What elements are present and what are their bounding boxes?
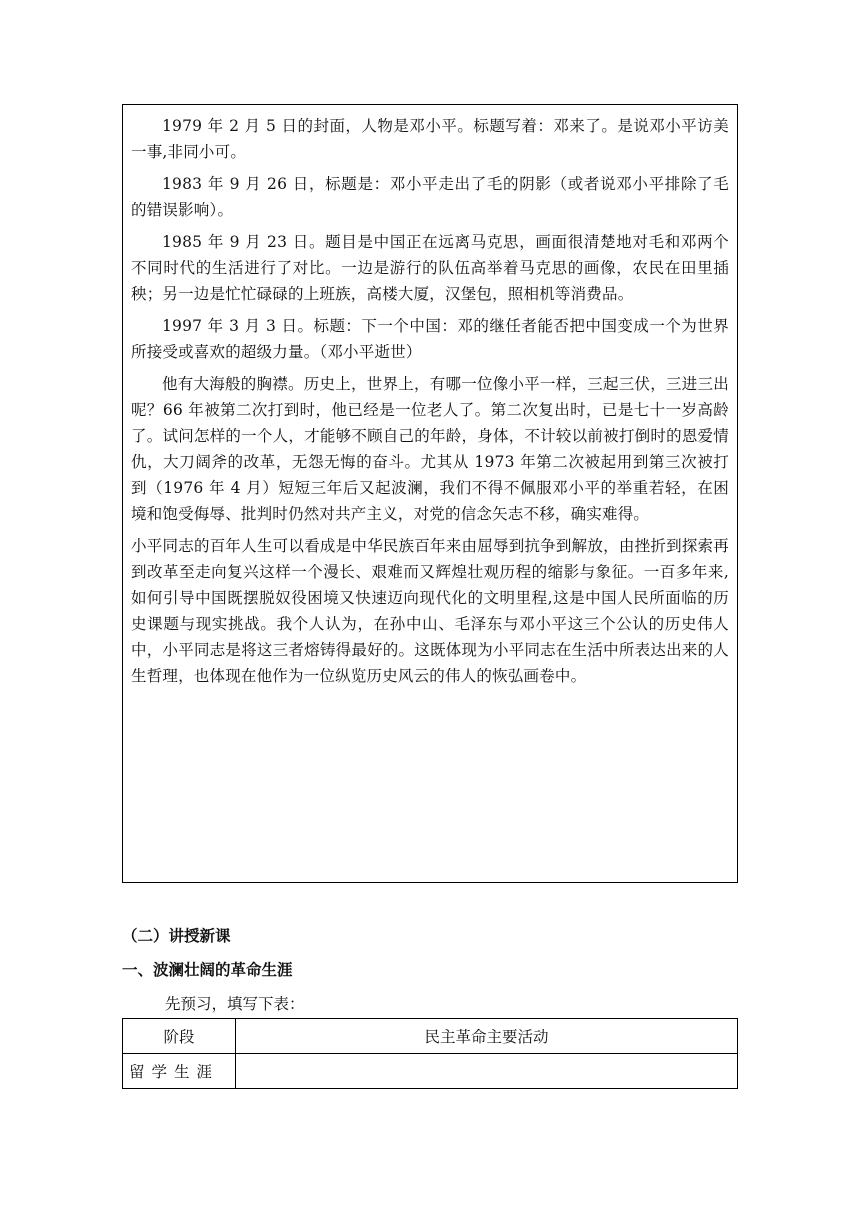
- paragraph-1983-cover: 1983 年 9 月 26 日，标题是：邓小平走出了毛的阴影（或者说邓小平排除了毛的错误影响）。: [131, 175, 729, 219]
- section-heading: （二）讲授新课: [122, 927, 231, 945]
- subsection-heading: 一、波澜壮阔的革命生涯: [122, 961, 293, 979]
- header-activities: 民主革命主要活动: [236, 1019, 738, 1054]
- intro-instruction: 先预习，填写下表：: [165, 995, 305, 1013]
- paragraph-1979-cover: 1979 年 2 月 5 日的封面，人物是邓小平。标题写着：邓来了。是说邓小平访美一事,非同小可。: [131, 117, 729, 161]
- paragraph-character: 他有大海般的胸襟。历史上，世界上，有哪一位像小平一样，三起三伏，三进三出呢？66 年被第二次打到时，他已经是一位老人了。第二次复出时，已是七十一岁高龄了。试问怎样的一个人，才能够不顾自己的年龄，身体，不计较以前被打倒时的恩爱情仇，大刀阔斧的改革，无怨无悔的奋斗。尤其从 1973 年第二次被起用到第三次被打到（1976 年 4 月）短短三年后又起波澜，我们不得不佩服邓小平的举重若轻，在困境和饱受侮辱、批判时仍然对共产主义，对党的信念矢志不移，确实难得。: [131, 375, 729, 523]
- paragraph-1985-cover: 1985 年 9 月 23 日。题目是中国正在远离马克思，画面很清楚地对毛和邓两个不同时代的生活进行了对比。一边是游行的队伍高举着马克思的画像，农民在田里插秧；另一边是忙忙碌碌的上班族，高楼大厦，汉堡包，照相机等消费品。: [131, 233, 729, 303]
- table-header-row: [123, 1019, 738, 1054]
- activity-cell[interactable]: [236, 1054, 738, 1089]
- revolution-activities-table: [122, 1018, 738, 1089]
- paragraph-centenary: 小平同志的百年人生可以看成是中华民族百年来由屈辱到抗争到解放，由挫折到探索再到改革至走向复兴这样一个漫长、艰难而又辉煌壮观历程的缩影与象征。一百多年来,如何引导中国既摆脱奴役困境又快速迈向现代化的文明里程,这是中国人民所面临的历史课题与现实挑战。我个人认为，在孙中山、毛泽东与邓小平这三个公认的历史伟人中，小平同志是将这三者熔铸得最好的。这既体现为小平同志在生活中所表达出来的人生哲理，也体现在他作为一位纵览历史风云的伟人的恢弘画卷中。: [131, 537, 729, 685]
- reading-material-box: [122, 104, 738, 883]
- header-stage: 阶段: [123, 1019, 236, 1054]
- table-row: [123, 1054, 738, 1089]
- stage-cell: 留学生涯: [123, 1054, 236, 1089]
- paragraph-1997-cover: 1997 年 3 月 3 日。标题：下一个中国：邓的继任者能否把中国变成一个为世界所接受或喜欢的超级力量。（邓小平逝世）: [131, 317, 729, 361]
